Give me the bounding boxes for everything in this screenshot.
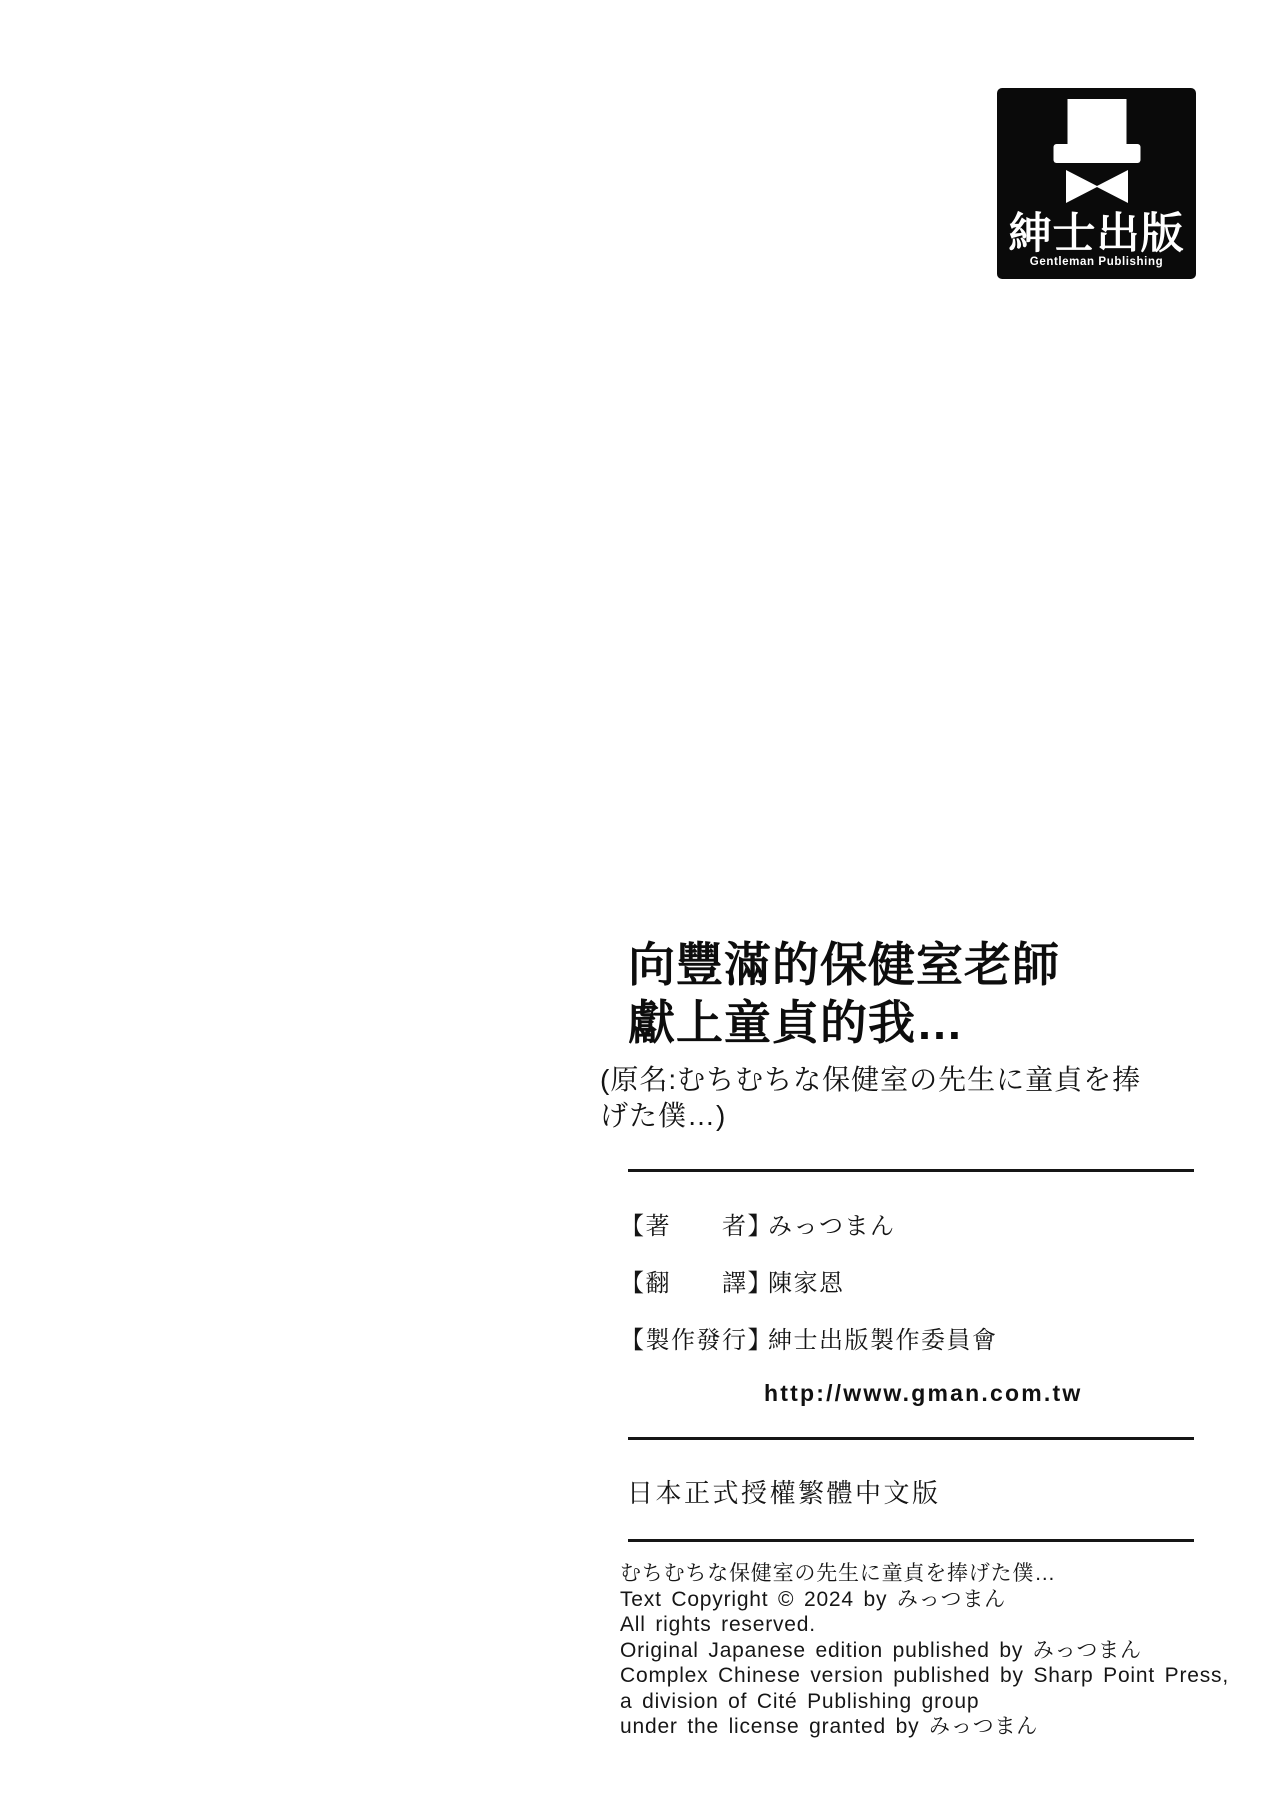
publisher-label: 【製作發行】 (620, 1327, 773, 1354)
book-title (628, 936, 1060, 1052)
publisher-value: 紳士出版製作委員會 (768, 1327, 998, 1354)
copyright-line-5: Complex Chinese version published by Sharp Point Press, (620, 1664, 1229, 1687)
credit-row-publisher (620, 1320, 998, 1355)
credit-row-author (620, 1206, 896, 1241)
top-hat-bowtie-icon (1053, 99, 1141, 204)
license-note: 日本正式授權繁體中文版 (627, 1478, 941, 1508)
copyright-line-2: Text Copyright © 2024 by みっつまん (620, 1587, 1006, 1611)
translator-label: 【翻 譯】 (620, 1270, 773, 1297)
divider-bottom (628, 1539, 1194, 1542)
book-title-line-1: 向豐滿的保健室老師 (628, 938, 1060, 991)
copyright-line-4: Original Japanese edition published by みっつまん (620, 1638, 1142, 1662)
publisher-logo (997, 88, 1196, 279)
divider-middle (628, 1437, 1194, 1440)
author-value: みっつまん (768, 1213, 896, 1240)
copyright-line-6: a division of Cité Publishing group (620, 1689, 980, 1713)
divider-top (628, 1169, 1194, 1172)
credit-row-translator (620, 1263, 845, 1298)
original-title-line-2: げた僕…) (600, 1100, 727, 1131)
translator-value: 陳家恩 (768, 1270, 845, 1297)
author-label: 【著 者】 (620, 1213, 773, 1240)
copyright-block (620, 1561, 1229, 1740)
publisher-logo-name-en: Gentleman Publishing (1029, 256, 1164, 268)
copyright-line-3: All rights reserved. (620, 1613, 816, 1636)
original-title-line-1: (原名:むちむちな保健室の先生に童貞を捧 (600, 1064, 1142, 1095)
copyright-line-7: under the license granted by みっつまん (620, 1715, 1039, 1738)
original-title (600, 1062, 1141, 1134)
publisher-logo-name-zh: 紳士出版 (1008, 210, 1185, 258)
copyright-line-1: むちむちな保健室の先生に童貞を捧げた僕… (620, 1562, 1056, 1585)
publisher-url[interactable]: http://www.gman.com.tw (764, 1380, 1083, 1406)
book-title-line-2: 獻上童貞的我… (628, 996, 964, 1049)
